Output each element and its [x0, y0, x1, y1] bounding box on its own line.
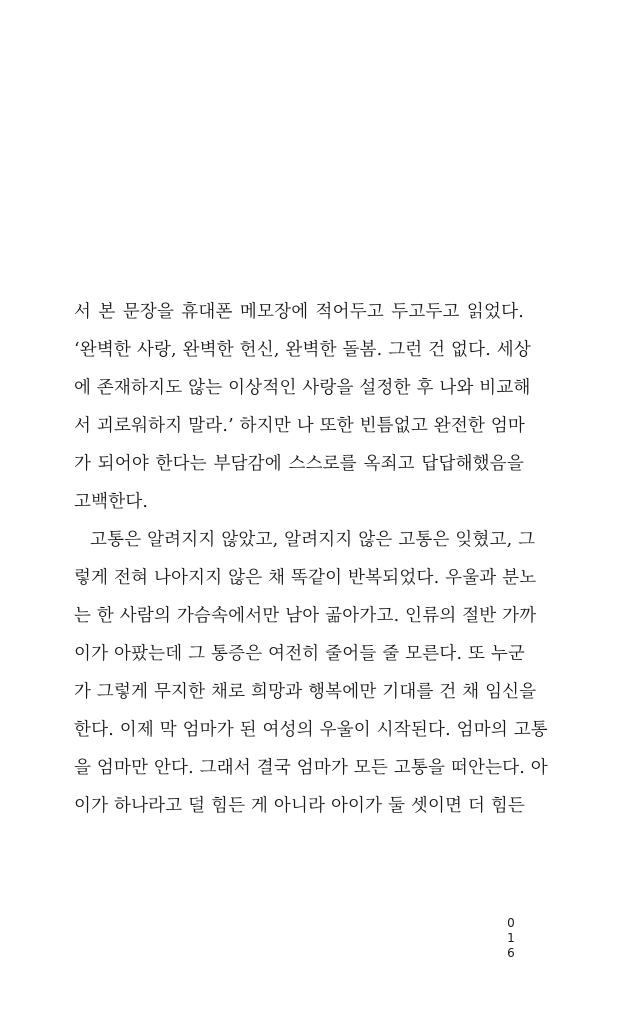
page-number — [500, 916, 522, 961]
body-text — [74, 293, 548, 825]
text-line: 이가 아팠는데 그 통증은 여전히 줄어들 줄 모른다. 또 누군 — [74, 644, 526, 664]
page-number-digit: 6 — [507, 946, 515, 960]
text-line: 에 존재하지도 않는 이상적인 사랑을 설정한 후 나와 비교해 — [74, 378, 531, 398]
text-line: 고통은 알려지지 않았고, 알려지지 않은 고통은 잊혔고, 그 — [90, 530, 536, 550]
text-line: 는 한 사람의 가슴속에서만 남아 곪아가고. 인류의 절반 가까 — [74, 606, 537, 626]
page-number-digit: 1 — [507, 931, 515, 945]
text-line: 가 되어야 한다는 부담감에 스스로를 옥죄고 답답해했음을 — [74, 454, 524, 474]
text-line: 서 괴로워하지 말라.’ 하지만 나 또한 빈틈없고 완전한 엄마 — [74, 416, 526, 436]
text-line: 서 본 문장을 휴대폰 메모장에 적어두고 두고두고 읽었다. — [74, 302, 524, 322]
page-number-digit: 0 — [507, 916, 515, 930]
text-line: 렇게 전혀 나아지지 않은 채 똑같이 반복되었다. 우울과 분노 — [74, 568, 537, 588]
text-line: 고백한다. — [74, 492, 149, 512]
text-line: ‘완벽한 사랑, 완벽한 헌신, 완벽한 돌봄. 그런 건 없다. 세상 — [74, 340, 531, 360]
text-line: 한다. 이제 막 엄마가 된 여성의 우울이 시작된다. 엄마의 고통 — [74, 720, 548, 740]
text-line: 가 그렇게 무지한 채로 희망과 행복에만 기대를 건 채 임신을 — [74, 682, 537, 702]
text-line: 을 엄마만 안다. 그래서 결국 엄마가 모든 고통을 떠안는다. 아 — [74, 758, 548, 778]
text-line: 이가 하나라고 덜 힘든 게 아니라 아이가 둘 셋이면 더 힘든 — [74, 796, 526, 816]
